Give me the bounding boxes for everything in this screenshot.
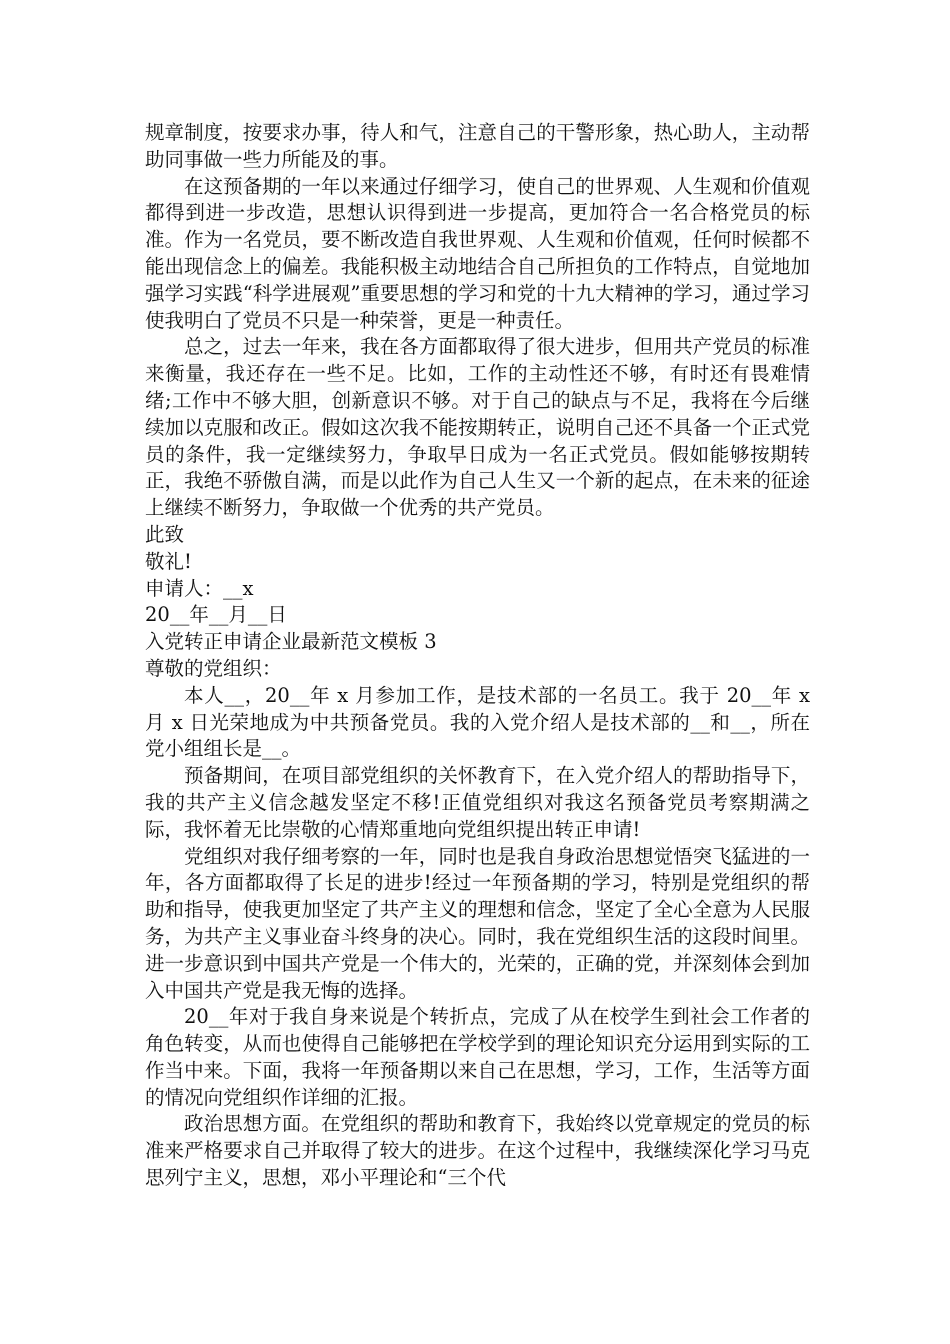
- closing-regards: 敬礼!: [145, 549, 192, 573]
- document-body: [145, 120, 810, 1192]
- letter-greeting: 尊敬的党组织：: [145, 656, 282, 680]
- paragraph-political: 政治思想方面。在党组织的帮助和教育下，我始终以党章规定的党员的标准来严格要求自己并取得了较大的进步。在这个过程中，我继续深化学习马克思列宁主义，思想，邓小平理论和“三个代: [145, 1112, 810, 1190]
- paragraph-review: 党组织对我仔细考察的一年，同时也是我自身政治思想觉悟突飞猛进的一年，各方面都取得了长足的进步!经过一年预备期的学习，特别是党组织的帮助和指导，使我更加坚定了共产主义的理想和信念，坚定了全心全意为人民服务，为共产主义事业奋斗终身的决心。同时，我在党组织生活的这段时间里。进一步意识到中国共产党是一个伟大的，光荣的，正确的党，并深刻体会到加入中国共产党是我无悔的选择。: [145, 844, 810, 1002]
- closing-salutation: 此致: [145, 522, 185, 546]
- signature-date: 20__年__月__日: [145, 603, 287, 627]
- section-title: 入党转正申请企业最新范文模板 3: [145, 630, 437, 654]
- paragraph-probation: 预备期间，在项目部党组织的关怀教育下，在入党介绍人的帮助指导下，我的共产主义信念越发坚定不移!正值党组织对我这名预备党员考察期满之际，我怀着无比崇敬的心情郑重地向党组织提出转正申请!: [145, 764, 810, 841]
- paragraph-intro: 本人__，20__年 x 月参加工作，是技术部的一名员工。我于 20__年 x 月 x 日光荣地成为中共预备党员。我的入党介绍人是技术部的__和__，所在党小组组长是__。: [145, 683, 810, 761]
- applicant-signature: 申请人：__x: [145, 576, 254, 600]
- paragraph-2: 在这预备期的一年以来通过仔细学习，使自己的世界观、人生观和价值观都得到进一步改造，思想认识得到进一步提高，更加符合一名合格党员的标准。作为一名党员，要不断改造自我世界观、人生观和价值观，任何时候都不能出现信念上的偏差。我能积极主动地结合自己所担负的工作特点，自觉地加强学习实践“科学进展观”重要思想的学习和党的十九大精神的学习，通过学习使我明白了党员不只是一种荣誉，更是一种责任。: [145, 174, 810, 332]
- paragraph-transition: 20__年对于我自身来说是个转折点，完成了从在校学生到社会工作者的角色转变，从而也使得自己能够把在学校学到的理论知识充分运用到实际的工作当中来。下面，我将一年预备期以来自己在思想，学习，工作，生活等方面的情况向党组织作详细的汇报。: [145, 1005, 810, 1109]
- paragraph-3: 总之，过去一年来，我在各方面都取得了很大进步，但用共产党员的标准来衡量，我还存在一些不足。比如，工作的主动性还不够，有时还有畏难情绪;工作中不够大胆，创新意识不够。对于自己的缺点与不足，我将在今后继续加以克服和改正。假如这次我不能按期转正，说明自己还不具备一个正式党员的条件，我一定继续努力，争取早日成为一名正式党员。假如能够按期转正，我绝不骄傲自满，而是以此作为自己人生又一个新的起点，在未来的征途上继续不断努力，争取做一个优秀的共产党员。: [145, 335, 810, 520]
- paragraph-1: 规章制度，按要求办事，待人和气，注意自己的干警形象，热心助人，主动帮助同事做一些力所能及的事。: [145, 121, 810, 171]
